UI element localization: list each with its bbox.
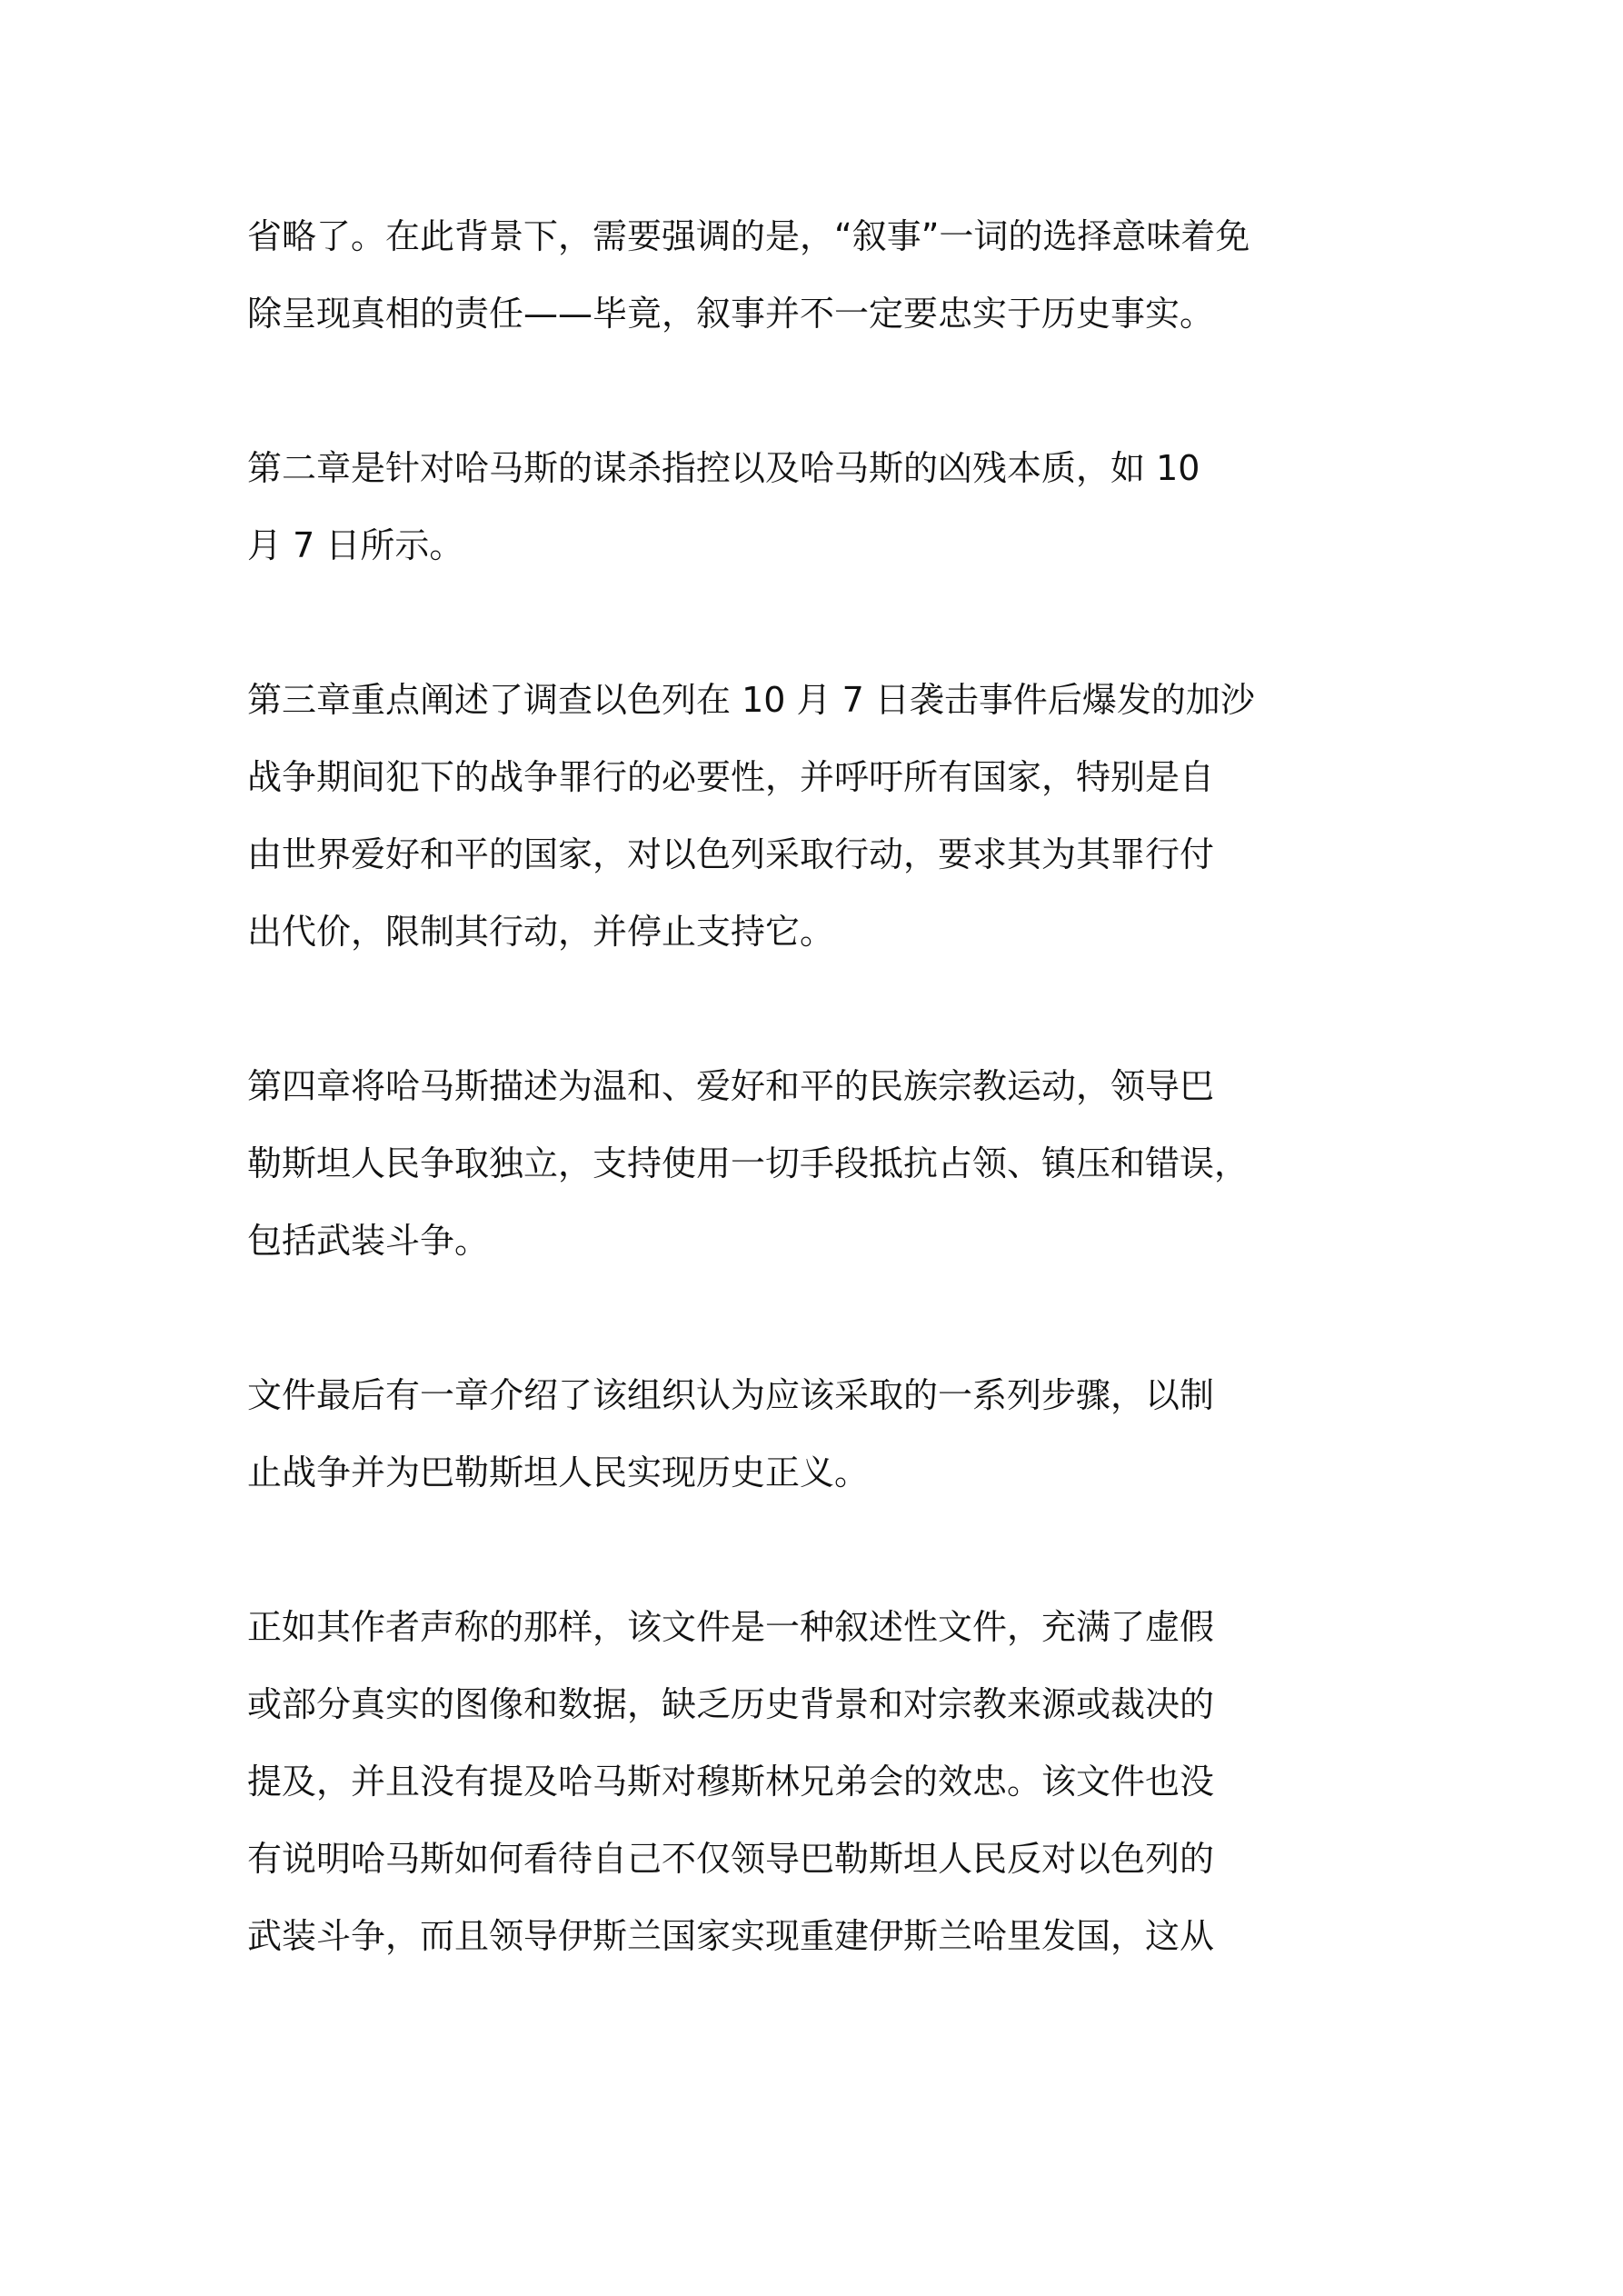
text-line: 文件最后有一章介绍了该组织认为应该采取的一系列步骤，以制 [247,1375,1215,1415]
text-line: 提及，并且没有提及哈马斯对穆斯林兄弟会的效忠。该文件也没 [247,1762,1215,1802]
text-line: 武装斗争，而且领导伊斯兰国家实现重建伊斯兰哈里发国，这从 [247,1916,1215,1956]
text-line: 或部分真实的图像和数据，缺乏历史背景和对宗教来源或裁决的 [247,1684,1215,1724]
document-body [247,198,1401,2052]
paragraph-5 [247,1357,1401,1512]
text-line: 止战争并为巴勒斯坦人民实现历史正义。 [247,1452,870,1492]
paragraph-4 [247,1048,1401,1280]
text-line: 除呈现真相的责任——毕竟，叙事并不一定要忠实于历史事实。 [247,294,1215,334]
text-line: 勒斯坦人民争取独立，支持使用一切手段抵抗占领、镇压和错误， [247,1143,1250,1183]
text-line: 第四章将哈马斯描述为温和、爱好和平的民族宗教运动，领导巴 [247,1066,1215,1106]
paragraph-1 [247,198,1401,353]
text-line: 由世界爱好和平的国家，对以色列采取行动，要求其为其罪行付 [247,834,1215,874]
text-line: 有说明哈马斯如何看待自己不仅领导巴勒斯坦人民反对以色列的 [247,1839,1215,1879]
paragraph-6 [247,1589,1401,1975]
paragraph-3 [247,662,1401,971]
text-line: 省略了。在此背景下，需要强调的是，“叙事”一词的选择意味着免 [247,216,1250,256]
text-line: 第三章重点阐述了调查以色列在 10 月 7 日袭击事件后爆发的加沙 [247,680,1255,720]
text-line: 战争期间犯下的战争罪行的必要性，并呼吁所有国家，特别是自 [247,757,1215,797]
text-line: 第二章是针对哈马斯的谋杀指控以及哈马斯的凶残本质，如 10 [247,448,1200,488]
text-line: 包括武装斗争。 [247,1221,490,1261]
text-line: 出代价，限制其行动，并停止支持它。 [247,912,835,952]
text-line: 正如其作者声称的那样，该文件是一种叙述性文件，充满了虚假 [247,1607,1215,1647]
paragraph-2 [247,430,1401,584]
text-line: 月 7 日所示。 [247,525,464,565]
